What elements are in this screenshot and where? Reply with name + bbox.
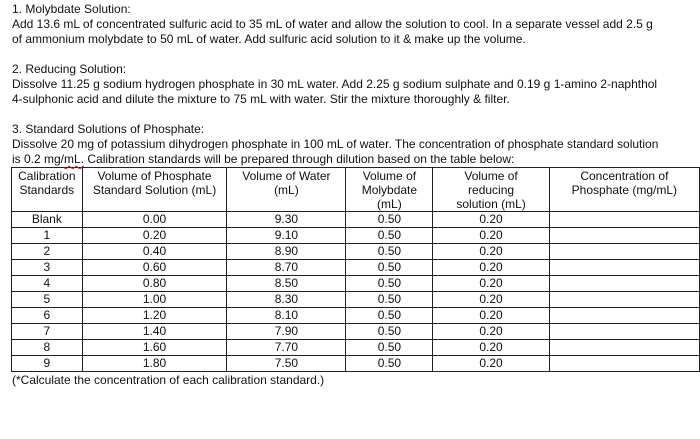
table-row (12, 308, 700, 324)
cell-reducing-volume: 0.20 (433, 340, 549, 356)
cell-reducing-volume: 0.20 (433, 212, 549, 228)
table-header-row (12, 168, 700, 212)
cell-water-volume: 8.90 (227, 244, 346, 260)
section-molybdate-solution (12, 2, 700, 47)
cell-molybdate-volume: 0.50 (346, 276, 433, 292)
table-row (12, 276, 700, 292)
section-title: 1. Molybdate Solution: (12, 2, 131, 16)
cell-water-volume: 8.30 (227, 292, 346, 308)
table-body (12, 212, 700, 372)
section-title: 3. Standard Solutions of Phosphate: (12, 122, 205, 136)
header-molybdate-volume: Volume of Molybdate (mL) (346, 168, 433, 212)
cell-concentration (549, 308, 699, 324)
cell-standard: 8 (12, 340, 83, 356)
cell-standard: 1 (12, 228, 83, 244)
cell-standard: 5 (12, 292, 83, 308)
section-title: 2. Reducing Solution: (12, 62, 127, 76)
cell-reducing-volume: 0.20 (433, 276, 549, 292)
cell-molybdate-volume: 0.50 (346, 356, 433, 372)
cell-standard: 9 (12, 356, 83, 372)
cell-molybdate-volume: 0.50 (346, 260, 433, 276)
table-row (12, 228, 700, 244)
cell-water-volume: 9.10 (227, 228, 346, 244)
cell-water-volume: 7.50 (227, 356, 346, 372)
table-row (12, 212, 700, 228)
cell-molybdate-volume: 0.50 (346, 308, 433, 324)
header-phosphate-concentration: Concentration of Phosphate (mg/mL) (549, 168, 699, 212)
cell-phosphate-volume: 1.20 (82, 308, 227, 324)
table-row (12, 340, 700, 356)
cell-molybdate-volume: 0.50 (346, 324, 433, 340)
header-reducing-volume: Volume of reducing solution (mL) (433, 168, 549, 212)
cell-molybdate-volume: 0.50 (346, 340, 433, 356)
table-row (12, 244, 700, 260)
section-text-line: Dissolve 20 mg of potassium dihydrogen phosphate in 100 mL of water. The concentration of phosphate standard solution (12, 137, 659, 151)
cell-reducing-volume: 0.20 (433, 244, 549, 260)
section-text-line: Dissolve 11.25 g sodium hydrogen phosphate in 30 mL water. Add 2.25 g sodium sulphate and 0.19 g 1-amino 2-naphthol (12, 77, 658, 91)
cell-concentration (549, 292, 699, 308)
cell-reducing-volume: 0.20 (433, 292, 549, 308)
table-row (12, 292, 700, 308)
table-row (12, 260, 700, 276)
section-text-line: Add 13.6 mL of concentrated sulfuric acid to 35 mL of water and allow the solution to cool. In a separate vessel add 2.5 g (12, 17, 653, 31)
cell-concentration (549, 340, 699, 356)
cell-reducing-volume: 0.20 (433, 260, 549, 276)
cell-reducing-volume: 0.20 (433, 228, 549, 244)
cell-reducing-volume: 0.20 (433, 308, 549, 324)
cell-standard: 6 (12, 308, 83, 324)
calibration-table (11, 167, 700, 372)
table-row (12, 356, 700, 372)
cell-molybdate-volume: 0.50 (346, 244, 433, 260)
section-standard-solutions (12, 122, 700, 167)
cell-water-volume: 8.50 (227, 276, 346, 292)
cell-reducing-volume: 0.20 (433, 356, 549, 372)
cell-water-volume: 8.70 (227, 260, 346, 276)
cell-phosphate-volume: 1.60 (82, 340, 227, 356)
cell-standard: 7 (12, 324, 83, 340)
table-row (12, 324, 700, 340)
spellcheck-marked-word[interactable]: mL. (64, 152, 85, 166)
cell-concentration (549, 276, 699, 292)
text-segment: is 0.2 mg/ (12, 152, 65, 166)
cell-water-volume: 7.70 (227, 340, 346, 356)
cell-phosphate-volume: 0.20 (82, 228, 227, 244)
cell-molybdate-volume: 0.50 (346, 212, 433, 228)
cell-standard: Blank (12, 212, 83, 228)
cell-phosphate-volume: 1.80 (82, 356, 227, 372)
section-text-line: of ammonium molybdate to 50 mL of water. Add sulfuric acid solution to it & make up the volume. (12, 32, 526, 46)
cell-reducing-volume: 0.20 (433, 324, 549, 340)
cell-concentration (549, 356, 699, 372)
text-segment: Calibration standards will be prepared through dilution based on the table below: (84, 152, 515, 166)
cell-standard: 3 (12, 260, 83, 276)
cell-concentration (549, 244, 699, 260)
header-phosphate-volume: Volume of Phosphate Standard Solution (mL) (82, 168, 227, 212)
cell-phosphate-volume: 0.80 (82, 276, 227, 292)
cell-concentration (549, 324, 699, 340)
cell-phosphate-volume: 1.40 (82, 324, 227, 340)
cell-phosphate-volume: 0.00 (82, 212, 227, 228)
section-text-line: 4-sulphonic acid and dilute the mixture to 75 mL with water. Stir the mixture thoroughly & filter. (12, 92, 510, 106)
header-calibration-standards: Calibration Standards (12, 168, 83, 212)
cell-concentration (549, 260, 699, 276)
cell-concentration (549, 228, 699, 244)
cell-molybdate-volume: 0.50 (346, 292, 433, 308)
cell-phosphate-volume: 0.40 (82, 244, 227, 260)
footnote: (*Calculate the concentration of each calibration standard.) (12, 373, 325, 387)
cell-molybdate-volume: 0.50 (346, 228, 433, 244)
cell-phosphate-volume: 1.00 (82, 292, 227, 308)
cell-phosphate-volume: 0.60 (82, 260, 227, 276)
section-text-line (12, 152, 700, 167)
section-reducing-solution (12, 62, 700, 107)
cell-water-volume: 9.30 (227, 212, 346, 228)
cell-water-volume: 7.90 (227, 324, 346, 340)
cell-standard: 2 (12, 244, 83, 260)
cell-standard: 4 (12, 276, 83, 292)
cell-water-volume: 8.10 (227, 308, 346, 324)
cell-concentration (549, 212, 699, 228)
header-water-volume: Volume of Water (mL) (227, 168, 346, 212)
